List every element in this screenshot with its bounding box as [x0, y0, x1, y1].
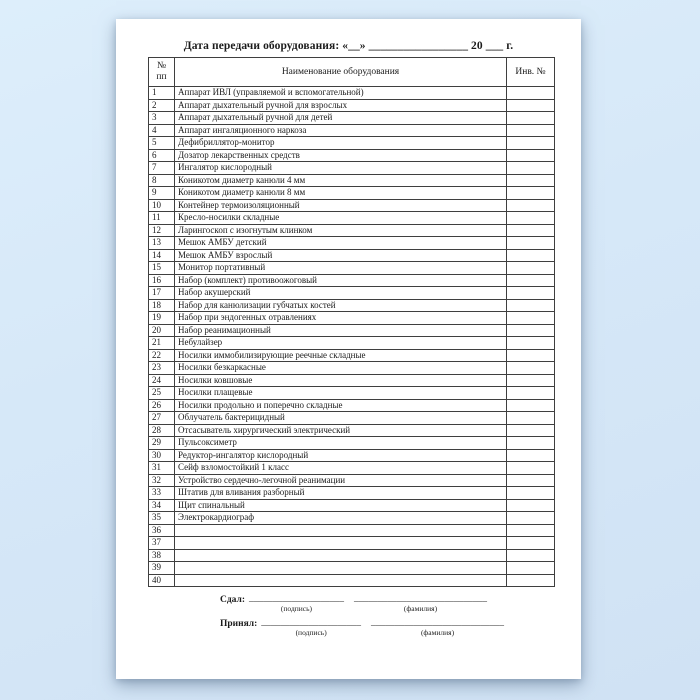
equipment-name-cell: Штатив для вливания разборный: [175, 487, 507, 500]
equipment-name-cell: Коникотом диаметр канюли 4 мм: [175, 174, 507, 187]
row-number-cell: 37: [149, 537, 175, 550]
form-title: Дата передачи оборудования: «__» _________________ 20 ___ г.: [183, 40, 514, 52]
received-label: Принял:: [220, 619, 258, 629]
equipment-name-cell: Мешок АМБУ детский: [175, 237, 507, 250]
table-row: [149, 262, 555, 275]
gave-signature-line: ____________________: [249, 594, 344, 604]
inventory-number-cell: [507, 574, 555, 587]
equipment-name-cell: Носилки ковшовые: [175, 374, 507, 387]
gave-signature-caption: (подпись): [280, 604, 313, 613]
table-row: [149, 424, 555, 437]
equipment-name-cell: Облучатель бактерицидный: [175, 412, 507, 425]
table-row: [149, 537, 555, 550]
inventory-number-cell: [507, 149, 555, 162]
received-surname-caption: (фамилия): [420, 628, 455, 637]
gave-surname-column: [354, 594, 487, 613]
inventory-number-cell: [507, 137, 555, 150]
row-number-cell: 30: [149, 449, 175, 462]
row-number-cell: 39: [149, 562, 175, 575]
row-number-cell: 16: [149, 274, 175, 287]
inventory-number-cell: [507, 462, 555, 475]
table-row: [149, 349, 555, 362]
table-row: [149, 412, 555, 425]
equipment-name-cell: Носилки иммобилизирующие реечные складные: [175, 349, 507, 362]
inventory-number-cell: [507, 299, 555, 312]
equipment-name-cell: Аппарат дыхательный ручной для детей: [175, 112, 507, 125]
equipment-table: [148, 57, 555, 587]
row-number-cell: 18: [149, 299, 175, 312]
gave-surname-caption: (фамилия): [403, 604, 438, 613]
table-row: [149, 374, 555, 387]
table-row: [149, 512, 555, 525]
table-row: [149, 224, 555, 237]
table-row: [149, 324, 555, 337]
row-number-cell: 36: [149, 524, 175, 537]
row-number-cell: 7: [149, 162, 175, 175]
table-row: [149, 187, 555, 200]
equipment-name-cell: Набор (комплект) противоожоговый: [175, 274, 507, 287]
received-surname-line: ____________________________: [371, 618, 505, 628]
signature-row-gave: [220, 594, 581, 613]
table-row: [149, 549, 555, 562]
inventory-number-cell: [507, 287, 555, 300]
inventory-number-cell: [507, 199, 555, 212]
inventory-number-cell: [507, 249, 555, 262]
table-row: [149, 162, 555, 175]
equipment-name-cell: [175, 562, 507, 575]
table-row: [149, 462, 555, 475]
inventory-number-cell: [507, 399, 555, 412]
row-number-cell: 5: [149, 137, 175, 150]
inventory-number-cell: [507, 537, 555, 550]
table-row: [149, 99, 555, 112]
equipment-name-cell: Мешок АМБУ взрослый: [175, 249, 507, 262]
document-page: [116, 19, 581, 679]
inventory-number-cell: [507, 112, 555, 125]
inventory-number-cell: [507, 124, 555, 137]
inventory-number-cell: [507, 87, 555, 100]
inventory-number-cell: [507, 499, 555, 512]
table-row: [149, 312, 555, 325]
equipment-name-cell: [175, 524, 507, 537]
row-number-cell: 11: [149, 212, 175, 225]
table-row: [149, 87, 555, 100]
row-number-cell: 3: [149, 112, 175, 125]
table-row: [149, 137, 555, 150]
table-row: [149, 249, 555, 262]
table-row: [149, 287, 555, 300]
row-number-cell: 34: [149, 499, 175, 512]
equipment-name-cell: Контейнер термоизоляционный: [175, 199, 507, 212]
table-row: [149, 149, 555, 162]
equipment-name-cell: Небулайзер: [175, 337, 507, 350]
equipment-name-cell: Щит спинальный: [175, 499, 507, 512]
equipment-name-cell: [175, 574, 507, 587]
equipment-name-cell: Редуктор-ингалятор кислородный: [175, 449, 507, 462]
inventory-number-cell: [507, 437, 555, 450]
row-number-cell: 25: [149, 387, 175, 400]
row-number-cell: 35: [149, 512, 175, 525]
equipment-name-cell: Дефибриллятор-монитор: [175, 137, 507, 150]
equipment-name-cell: Набор реанимационный: [175, 324, 507, 337]
equipment-name-cell: Носилки безкаркасные: [175, 362, 507, 375]
row-number-cell: 29: [149, 437, 175, 450]
inventory-number-cell: [507, 387, 555, 400]
inventory-number-cell: [507, 512, 555, 525]
row-number-cell: 27: [149, 412, 175, 425]
row-number-cell: 4: [149, 124, 175, 137]
equipment-name-cell: Монитор портативный: [175, 262, 507, 275]
received-signature-line: _____________________: [261, 618, 362, 628]
inventory-number-cell: [507, 187, 555, 200]
inventory-number-cell: [507, 162, 555, 175]
table-row: [149, 337, 555, 350]
inventory-number-cell: [507, 262, 555, 275]
row-number-cell: 13: [149, 237, 175, 250]
inventory-number-cell: [507, 487, 555, 500]
row-number-cell: 2: [149, 99, 175, 112]
inventory-number-cell: [507, 349, 555, 362]
row-number-cell: 17: [149, 287, 175, 300]
table-row: [149, 387, 555, 400]
inventory-number-cell: [507, 324, 555, 337]
row-number-cell: 6: [149, 149, 175, 162]
table-row: [149, 524, 555, 537]
inventory-number-cell: [507, 449, 555, 462]
equipment-name-cell: Набор при эндогенных отравлениях: [175, 312, 507, 325]
table-row: [149, 199, 555, 212]
row-number-cell: 14: [149, 249, 175, 262]
row-number-cell: 31: [149, 462, 175, 475]
table-row: [149, 174, 555, 187]
inventory-number-cell: [507, 524, 555, 537]
row-number-cell: 26: [149, 399, 175, 412]
table-row: [149, 562, 555, 575]
equipment-name-cell: Ингалятор кислородный: [175, 162, 507, 175]
row-number-cell: 15: [149, 262, 175, 275]
inventory-number-cell: [507, 424, 555, 437]
column-header-inventory-number: Инв. №: [507, 58, 555, 87]
equipment-name-cell: Носилки плащевые: [175, 387, 507, 400]
equipment-name-cell: Аппарат ИВЛ (управляемой и вспомогательной): [175, 87, 507, 100]
table-row: [149, 437, 555, 450]
inventory-number-cell: [507, 362, 555, 375]
equipment-name-cell: Набор акушерский: [175, 287, 507, 300]
inventory-number-cell: [507, 562, 555, 575]
row-number-cell: 40: [149, 574, 175, 587]
equipment-name-cell: Ларингоскоп с изогнутым клинком: [175, 224, 507, 237]
received-signature-caption: (подпись): [295, 628, 327, 637]
row-number-cell: 28: [149, 424, 175, 437]
equipment-name-cell: Набор для канюлизации губчатых костей: [175, 299, 507, 312]
row-number-cell: 21: [149, 337, 175, 350]
received-signature-column: [261, 618, 361, 637]
table-row: [149, 499, 555, 512]
equipment-name-cell: [175, 549, 507, 562]
inventory-number-cell: [507, 99, 555, 112]
inventory-number-cell: [507, 412, 555, 425]
table-row: [149, 299, 555, 312]
row-number-cell: 10: [149, 199, 175, 212]
equipment-name-cell: Аппарат ингаляционного наркоза: [175, 124, 507, 137]
column-header-equipment-name: Наименование оборудования: [175, 58, 507, 87]
row-number-cell: 32: [149, 474, 175, 487]
table-row: [149, 112, 555, 125]
column-header-number: [149, 58, 175, 87]
equipment-name-cell: Носилки продольно и поперечно складные: [175, 399, 507, 412]
table-header-row: [149, 58, 555, 87]
equipment-name-cell: Отсасыватель хирургический электрический: [175, 424, 507, 437]
gave-label: Сдал:: [220, 595, 245, 605]
equipment-name-cell: Дозатор лекарственных средств: [175, 149, 507, 162]
row-number-cell: 33: [149, 487, 175, 500]
equipment-name-cell: Устройство сердечно-легочной реанимации: [175, 474, 507, 487]
table-row: [149, 212, 555, 225]
table-row: [149, 362, 555, 375]
table-row: [149, 487, 555, 500]
equipment-name-cell: Сейф взломостойкий 1 класс: [175, 462, 507, 475]
row-number-cell: 1: [149, 87, 175, 100]
row-number-cell: 8: [149, 174, 175, 187]
table-row: [149, 449, 555, 462]
table-row: [149, 124, 555, 137]
inventory-number-cell: [507, 549, 555, 562]
inventory-number-cell: [507, 237, 555, 250]
inventory-number-cell: [507, 337, 555, 350]
row-number-cell: 23: [149, 362, 175, 375]
row-number-cell: 38: [149, 549, 175, 562]
table-row: [149, 399, 555, 412]
equipment-name-cell: Аппарат дыхательный ручной для взрослых: [175, 99, 507, 112]
equipment-name-cell: Электрокардиограф: [175, 512, 507, 525]
equipment-name-cell: Кресло-носилки складные: [175, 212, 507, 225]
inventory-number-cell: [507, 374, 555, 387]
column-header-number-line2: пп: [156, 72, 167, 82]
gave-surname-line: ____________________________: [354, 594, 487, 604]
table-row: [149, 274, 555, 287]
received-surname-column: [371, 618, 504, 637]
inventory-number-cell: [507, 212, 555, 225]
row-number-cell: 22: [149, 349, 175, 362]
row-number-cell: 24: [149, 374, 175, 387]
signature-block: [220, 594, 581, 637]
row-number-cell: 12: [149, 224, 175, 237]
inventory-number-cell: [507, 174, 555, 187]
table-row: [149, 474, 555, 487]
signature-row-received: [220, 618, 581, 637]
row-number-cell: 9: [149, 187, 175, 200]
inventory-number-cell: [507, 274, 555, 287]
equipment-table-body: [149, 87, 555, 587]
inventory-number-cell: [507, 224, 555, 237]
table-row: [149, 237, 555, 250]
row-number-cell: 19: [149, 312, 175, 325]
equipment-name-cell: Коникотом диаметр канюли 8 мм: [175, 187, 507, 200]
equipment-name-cell: [175, 537, 507, 550]
table-row: [149, 574, 555, 587]
equipment-name-cell: Пульсоксиметр: [175, 437, 507, 450]
inventory-number-cell: [507, 474, 555, 487]
inventory-number-cell: [507, 312, 555, 325]
row-number-cell: 20: [149, 324, 175, 337]
column-header-number-line1: №: [156, 61, 167, 71]
gave-signature-column: [249, 594, 344, 613]
